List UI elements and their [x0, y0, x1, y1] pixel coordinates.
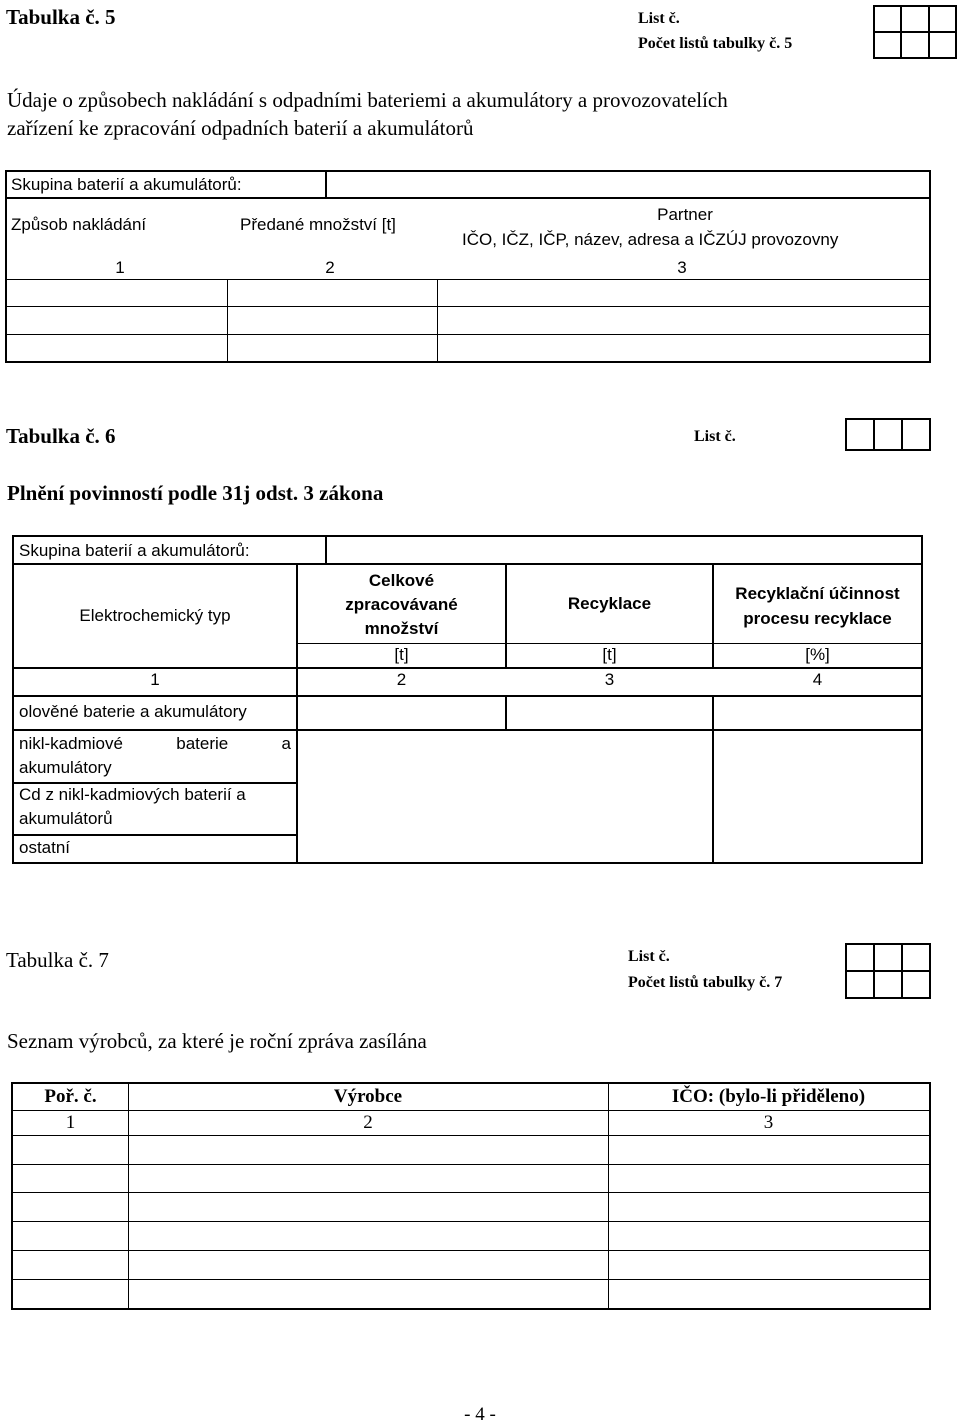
table5-row2-col3[interactable]: [439, 308, 929, 333]
table5-row2-col1[interactable]: [7, 308, 226, 333]
table7-col2-entries[interactable]: [130, 1137, 607, 1307]
table7-col1-header: Poř. č.: [44, 1086, 97, 1107]
table5-divider: [5, 306, 931, 307]
table5-heading-line1: Údaje o způsobech nakládání s odpadními bateriemi a akumulátory a provozovatelích: [7, 88, 728, 112]
table6-title: Tabulka č. 6: [6, 424, 116, 448]
table5-num2: 2: [325, 258, 335, 277]
table6-col4-header-line1: Recyklační účinnost: [735, 584, 900, 603]
table5-divider: [5, 279, 931, 280]
table6-divider: [12, 834, 296, 836]
table5-count-label: Počet listů tabulky č. 5: [638, 35, 793, 52]
table6-num1: 1: [150, 670, 160, 689]
table6-row-nicd-line2: akumulátory: [19, 758, 112, 777]
table6-lead-col3[interactable]: [507, 697, 712, 729]
table6-list-label: List č.: [694, 428, 736, 445]
table7-col3-header: IČO: (bylo-li přiděleno): [671, 1086, 866, 1107]
table6-row-cd-line1: Cd z nikl-kadmiových baterií a: [19, 785, 246, 804]
table7-divider: [11, 1110, 931, 1111]
table6-row-nicd-text1: nikl-kadmiové baterie a: [19, 734, 291, 753]
table5-divider: [227, 279, 228, 363]
table6-row-nicd-line1: [19, 734, 291, 754]
table6-divider: [12, 667, 923, 669]
table6-col4-header: [714, 581, 921, 631]
table7-col2-header: Výrobce: [333, 1086, 403, 1107]
table6-row-cd-line2: akumulátorů: [19, 809, 113, 828]
table5-row1-col3[interactable]: [439, 281, 929, 305]
table6-divider: [296, 643, 923, 644]
table6-col2-header-line3: množství: [364, 619, 439, 638]
table5-col3-header-line2: IČO, IČZ, IČP, název, adresa a IČZÚJ provozovny: [462, 230, 839, 249]
table6-sheet-number-boxes[interactable]: [845, 418, 931, 451]
table7-divider: [11, 1135, 931, 1136]
table5-group-label: Skupina baterií a akumulátorů:: [11, 175, 242, 194]
table6-num3: 3: [604, 670, 615, 689]
table5-row1-col2[interactable]: [229, 281, 436, 305]
table5-list-label: List č.: [638, 10, 680, 27]
table6-num4: 4: [812, 670, 823, 689]
table6-lead-col2[interactable]: [298, 697, 505, 729]
table7-num1: 1: [65, 1112, 76, 1133]
table5-col3-header-line1: Partner: [657, 205, 713, 224]
table6-divider: [12, 782, 296, 784]
table6-unit2: [t]: [394, 645, 409, 664]
table7-num3: 3: [763, 1112, 774, 1133]
table6-col1-header: Elektrochemický typ: [79, 606, 231, 625]
table7-heading: Seznam výrobců, za které je roční zpráva zasílána: [7, 1029, 427, 1053]
table5-num3: 3: [677, 258, 687, 277]
table6-other-types-input[interactable]: [298, 731, 712, 862]
table6-col2-header-line1: Celkové: [368, 571, 435, 590]
table7-sheet-number-boxes[interactable]: [845, 943, 931, 999]
table7-count-label: Počet listů tabulky č. 7: [628, 974, 783, 991]
table6-col3-header: Recyklace: [567, 594, 652, 613]
table6-group-input[interactable]: [327, 537, 921, 563]
table5-row1-col1[interactable]: [7, 281, 226, 305]
table5-group-input[interactable]: [327, 172, 929, 197]
table5-divider: [5, 197, 931, 199]
table5-divider: [5, 334, 931, 335]
table6-col2-header: [298, 569, 505, 641]
table7-col3-entries[interactable]: [610, 1137, 929, 1307]
table6-group-label: Skupina baterií a akumulátorů:: [19, 541, 250, 560]
table6-col4-header-line2: procesu recyklace: [743, 609, 892, 628]
table5-row3-col1[interactable]: [7, 336, 226, 361]
table6-row-lead: olověné baterie a akumulátory: [19, 702, 247, 721]
table5-heading-line2: zařízení ke zpracování odpadních baterií a akumulátorů: [7, 116, 474, 140]
table6-row-other: ostatní: [19, 838, 71, 857]
table7-col1-entries[interactable]: [13, 1137, 127, 1307]
table5-num1: 1: [115, 258, 125, 277]
table6-other-types-col4[interactable]: [714, 731, 921, 862]
table6-heading: Plnění povinností podle 31j odst. 3 zákona: [7, 481, 384, 505]
page-number: - 4 -: [464, 1404, 496, 1425]
table7-title: Tabulka č. 7: [6, 948, 109, 972]
table5-col2-header: Předané množství [t]: [240, 215, 396, 234]
table6-unit4: [%]: [805, 645, 830, 664]
table6-lead-col4[interactable]: [714, 697, 921, 729]
table5-row3-col2[interactable]: [229, 336, 436, 361]
table7-list-label: List č.: [628, 948, 670, 965]
table5-divider: [437, 279, 438, 363]
table7-num2: 2: [363, 1112, 373, 1133]
table5-title: Tabulka č. 5: [6, 5, 116, 29]
table6-col2-header-line2: zpracovávané: [345, 595, 458, 614]
table6-num2: 2: [396, 670, 407, 689]
table5-row2-col2[interactable]: [229, 308, 436, 333]
table5-col1-header: Způsob nakládání: [11, 215, 147, 234]
table7-divider: [608, 1084, 609, 1308]
table5-row3-col3[interactable]: [439, 336, 929, 361]
table7-divider: [128, 1084, 129, 1308]
table5-sheet-number-boxes[interactable]: [873, 5, 957, 59]
table6-unit3: [t]: [602, 645, 617, 664]
